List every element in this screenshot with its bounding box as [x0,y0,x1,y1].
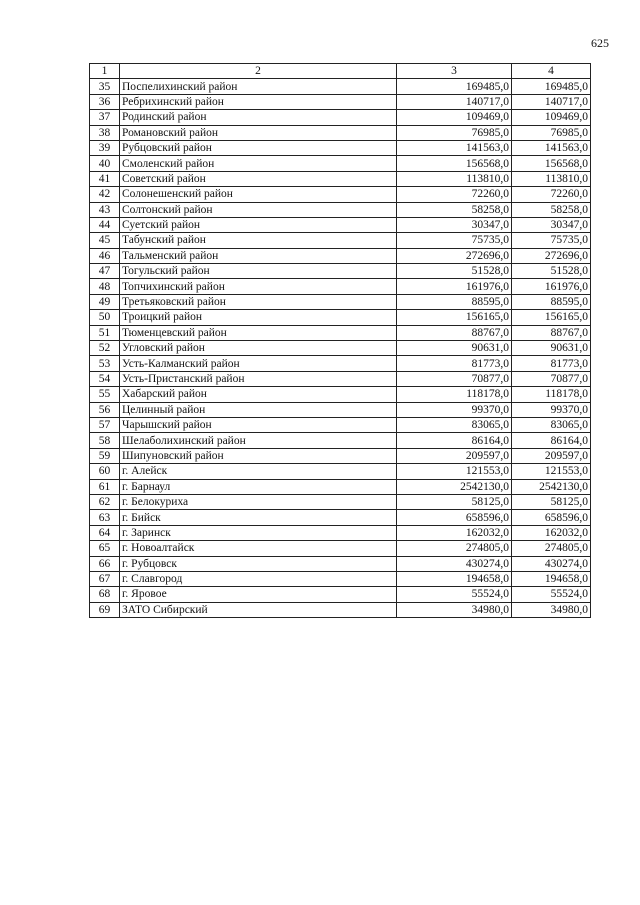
row-value-col4: 430274,0 [512,556,591,571]
table-body [90,79,591,618]
row-value-col3: 141563,0 [397,140,512,155]
row-number: 58 [90,433,120,448]
row-value-col3: 30347,0 [397,217,512,232]
row-value-col3: 2542130,0 [397,479,512,494]
table-row [90,156,591,171]
row-value-col4: 118178,0 [512,387,591,402]
row-name: Рубцовский район [120,140,397,155]
row-value-col4: 658596,0 [512,510,591,525]
row-number: 54 [90,371,120,386]
column-header-3: 3 [397,64,512,79]
column-header-1: 1 [90,64,120,79]
row-name: г. Барнаул [120,479,397,494]
row-number: 67 [90,571,120,586]
row-number: 55 [90,387,120,402]
row-value-col3: 75735,0 [397,233,512,248]
row-value-col4: 75735,0 [512,233,591,248]
row-name: г. Белокуриха [120,494,397,509]
row-value-col3: 58125,0 [397,494,512,509]
row-value-col3: 169485,0 [397,79,512,94]
table-row [90,248,591,263]
row-value-col4: 121553,0 [512,464,591,479]
row-value-col4: 51528,0 [512,264,591,279]
row-name: г. Алейск [120,464,397,479]
row-value-col3: 156165,0 [397,310,512,325]
table-row [90,217,591,232]
table-row [90,556,591,571]
table-row [90,479,591,494]
row-name: Усть-Калманский район [120,356,397,371]
row-value-col4: 30347,0 [512,217,591,232]
page-number: 625 [591,36,609,50]
row-value-col3: 140717,0 [397,94,512,109]
row-value-col3: 209597,0 [397,448,512,463]
table-row [90,140,591,155]
row-name: Романовский район [120,125,397,140]
row-value-col3: 121553,0 [397,464,512,479]
row-number: 38 [90,125,120,140]
row-number: 63 [90,510,120,525]
row-number: 37 [90,110,120,125]
row-name: Троицкий район [120,310,397,325]
row-value-col3: 76985,0 [397,125,512,140]
row-value-col4: 162032,0 [512,525,591,540]
row-number: 57 [90,417,120,432]
row-value-col4: 140717,0 [512,94,591,109]
row-name: г. Яровое [120,587,397,602]
table-row [90,464,591,479]
row-name: Суетский район [120,217,397,232]
row-value-col3: 34980,0 [397,602,512,617]
row-number: 66 [90,556,120,571]
row-value-col4: 194658,0 [512,571,591,586]
row-number: 60 [90,464,120,479]
row-name: Шелаболихинский район [120,433,397,448]
table-row [90,602,591,617]
row-name: Целинный район [120,402,397,417]
column-header-2: 2 [120,64,397,79]
table-row [90,510,591,525]
row-value-col4: 161976,0 [512,279,591,294]
table-row [90,233,591,248]
row-number: 40 [90,156,120,171]
row-number: 48 [90,279,120,294]
table-row [90,433,591,448]
row-value-col4: 169485,0 [512,79,591,94]
row-value-col4: 72260,0 [512,187,591,202]
row-value-col3: 88767,0 [397,325,512,340]
row-value-col4: 109469,0 [512,110,591,125]
row-name: Тюменцевский район [120,325,397,340]
row-value-col4: 86164,0 [512,433,591,448]
row-value-col4: 274805,0 [512,541,591,556]
column-header-4: 4 [512,64,591,79]
row-number: 68 [90,587,120,602]
table-row [90,79,591,94]
row-name: Советский район [120,171,397,186]
table-row [90,402,591,417]
row-number: 44 [90,217,120,232]
row-number: 59 [90,448,120,463]
row-value-col3: 81773,0 [397,356,512,371]
row-number: 47 [90,264,120,279]
table-row [90,387,591,402]
budget-table [89,63,591,618]
row-value-col3: 274805,0 [397,541,512,556]
table-row [90,187,591,202]
row-value-col3: 194658,0 [397,571,512,586]
table-row [90,171,591,186]
row-value-col3: 90631,0 [397,341,512,356]
row-number: 50 [90,310,120,325]
row-number: 39 [90,140,120,155]
table-row [90,110,591,125]
table-row [90,571,591,586]
row-value-col4: 83065,0 [512,417,591,432]
row-name: г. Рубцовск [120,556,397,571]
row-value-col3: 83065,0 [397,417,512,432]
table-row [90,279,591,294]
row-value-col3: 118178,0 [397,387,512,402]
table-row [90,125,591,140]
row-value-col3: 70877,0 [397,371,512,386]
table-row [90,294,591,309]
row-value-col4: 141563,0 [512,140,591,155]
row-value-col4: 76985,0 [512,125,591,140]
table-row [90,94,591,109]
row-value-col3: 86164,0 [397,433,512,448]
row-value-col4: 88595,0 [512,294,591,309]
row-number: 52 [90,341,120,356]
row-name: Усть-Пристанский район [120,371,397,386]
row-name: Родинский район [120,110,397,125]
row-name: г. Новоалтайск [120,541,397,556]
row-value-col4: 58125,0 [512,494,591,509]
table-row [90,325,591,340]
row-value-col4: 156568,0 [512,156,591,171]
row-name: Поспелихинский район [120,79,397,94]
row-value-col3: 272696,0 [397,248,512,263]
row-value-col3: 156568,0 [397,156,512,171]
table-row [90,371,591,386]
row-number: 36 [90,94,120,109]
row-value-col3: 430274,0 [397,556,512,571]
table-row [90,310,591,325]
row-value-col4: 81773,0 [512,356,591,371]
row-value-col4: 55524,0 [512,587,591,602]
row-value-col4: 58258,0 [512,202,591,217]
row-number: 42 [90,187,120,202]
row-number: 64 [90,525,120,540]
row-number: 49 [90,294,120,309]
row-value-col4: 90631,0 [512,341,591,356]
table-row [90,494,591,509]
row-value-col3: 88595,0 [397,294,512,309]
table-row [90,341,591,356]
table-header-row [90,64,591,79]
table-row [90,448,591,463]
row-value-col4: 88767,0 [512,325,591,340]
row-value-col3: 51528,0 [397,264,512,279]
row-name: ЗАТО Сибирский [120,602,397,617]
row-value-col4: 272696,0 [512,248,591,263]
row-value-col3: 55524,0 [397,587,512,602]
row-number: 56 [90,402,120,417]
row-name: г. Заринск [120,525,397,540]
row-name: Тогульский район [120,264,397,279]
row-number: 41 [90,171,120,186]
row-name: г. Бийск [120,510,397,525]
row-number: 53 [90,356,120,371]
row-name: Чарышский район [120,417,397,432]
row-name: г. Славгород [120,571,397,586]
row-number: 62 [90,494,120,509]
row-name: Смоленский район [120,156,397,171]
row-value-col3: 109469,0 [397,110,512,125]
row-value-col4: 2542130,0 [512,479,591,494]
row-name: Третьяковский район [120,294,397,309]
row-name: Топчихинский район [120,279,397,294]
row-value-col3: 113810,0 [397,171,512,186]
row-number: 35 [90,79,120,94]
row-number: 51 [90,325,120,340]
row-name: Солонешенский район [120,187,397,202]
row-value-col3: 658596,0 [397,510,512,525]
row-number: 46 [90,248,120,263]
row-value-col3: 99370,0 [397,402,512,417]
row-name: Угловский район [120,341,397,356]
row-value-col3: 58258,0 [397,202,512,217]
row-value-col4: 34980,0 [512,602,591,617]
row-value-col3: 72260,0 [397,187,512,202]
table-row [90,356,591,371]
row-value-col3: 162032,0 [397,525,512,540]
table-row [90,587,591,602]
table-row [90,202,591,217]
row-name: Хабарский район [120,387,397,402]
row-value-col4: 209597,0 [512,448,591,463]
row-value-col4: 113810,0 [512,171,591,186]
row-name: Табунский район [120,233,397,248]
row-name: Шипуновский район [120,448,397,463]
row-name: Солтонский район [120,202,397,217]
table-row [90,417,591,432]
row-value-col3: 161976,0 [397,279,512,294]
row-value-col4: 70877,0 [512,371,591,386]
row-number: 69 [90,602,120,617]
row-number: 61 [90,479,120,494]
row-value-col4: 99370,0 [512,402,591,417]
table-row [90,264,591,279]
row-name: Ребрихинский район [120,94,397,109]
row-number: 45 [90,233,120,248]
table-row [90,525,591,540]
table-row [90,541,591,556]
row-name: Тальменский район [120,248,397,263]
row-number: 65 [90,541,120,556]
row-number: 43 [90,202,120,217]
row-value-col4: 156165,0 [512,310,591,325]
